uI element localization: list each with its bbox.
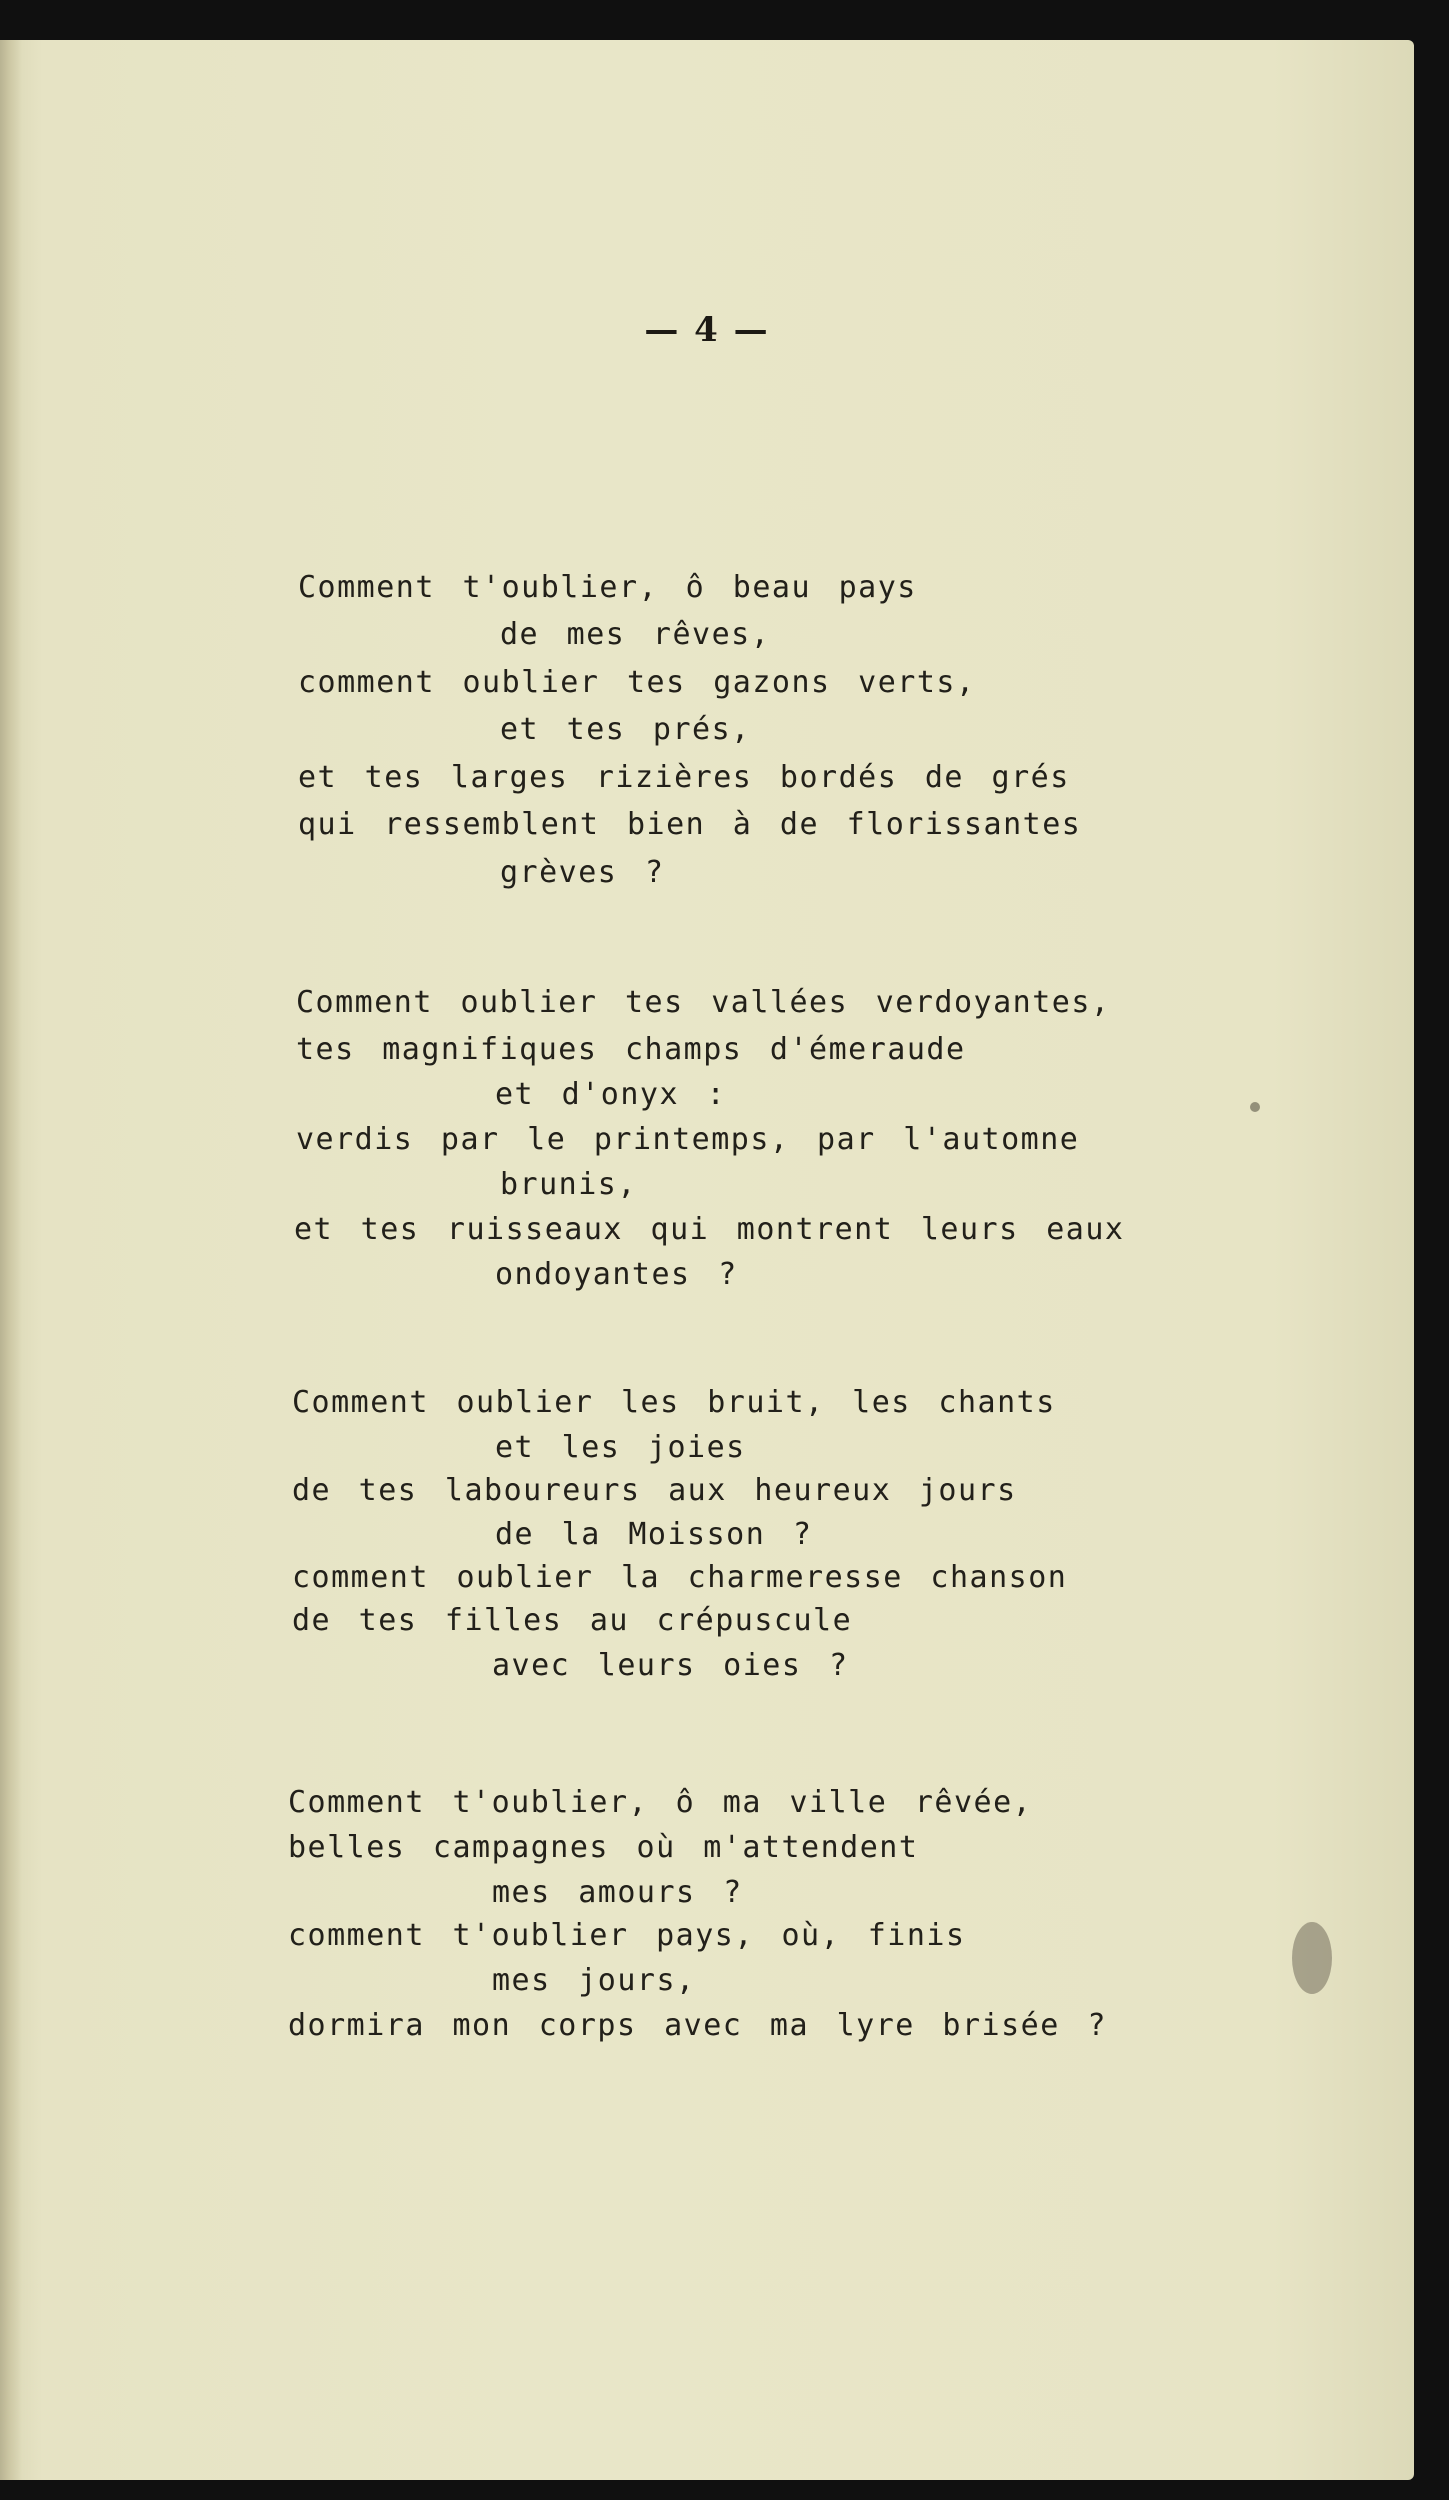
poem-line: de mes rêves, [500, 617, 771, 652]
poem-line: et tes prés, [500, 712, 751, 747]
poem-line: comment oublier la charmeresse chanson [292, 1560, 1068, 1595]
poem-line: et tes larges rizières bordés de grés [298, 760, 1070, 795]
poem-line: avec leurs oies ? [492, 1648, 849, 1683]
paper-stain [1292, 1922, 1332, 1994]
poem-line: de la Moisson ? [495, 1517, 813, 1552]
poem-line: de tes laboureurs aux heureux jours [292, 1473, 1017, 1508]
poem [0, 40, 1414, 2480]
poem-line: Comment t'oublier, ô ma ville rêvée, [288, 1785, 1033, 1820]
poem-line: comment oublier tes gazons verts, [298, 665, 976, 700]
page-sheet [0, 40, 1414, 2480]
poem-line: mes jours, [492, 1963, 696, 1998]
poem-line: dormira mon corps avec ma lyre brisée ? [288, 2008, 1107, 2043]
poem-line: belles campagnes où m'attendent [288, 1830, 919, 1865]
poem-line: Comment t'oublier, ô beau pays [298, 570, 917, 605]
page-number: — 4 — [644, 310, 770, 350]
paper-spot [1250, 1102, 1260, 1112]
poem-line: mes amours ? [492, 1875, 743, 1910]
poem-line: grèves ? [500, 855, 665, 890]
poem-line: de tes filles au crépuscule [292, 1603, 853, 1638]
poem-line: et tes ruisseaux qui montrent leurs eaux [294, 1212, 1125, 1247]
poem-line: Comment oublier tes vallées verdoyantes, [296, 985, 1111, 1020]
poem-line: brunis, [500, 1167, 637, 1202]
poem-line: verdis par le printemps, par l'automne [296, 1122, 1080, 1157]
poem-line: Comment oublier les bruit, les chants [292, 1385, 1056, 1420]
poem-line: ondoyantes ? [495, 1257, 738, 1292]
poem-line: comment t'oublier pays, où, finis [288, 1918, 966, 1953]
poem-line: qui ressemblent bien à de florissantes [298, 807, 1082, 842]
poem-line: et d'onyx : [495, 1077, 727, 1112]
poem-line: et les joies [495, 1430, 746, 1465]
poem-line: tes magnifiques champs d'émeraude [296, 1032, 966, 1067]
